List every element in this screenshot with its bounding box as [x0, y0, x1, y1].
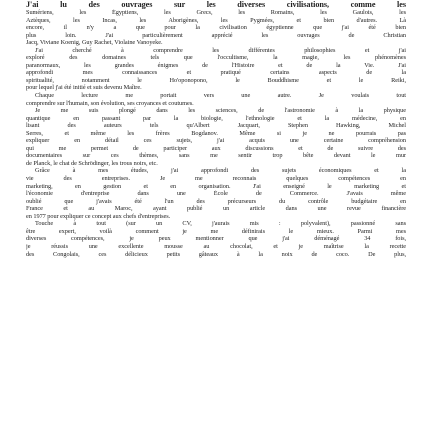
text-line: Chaque lecture me portait vers une autre. Je voulais tout — [35, 92, 406, 100]
text-line: Je me suis plongé dans les sciences, de l'astronomie à la physique — [35, 107, 406, 115]
paragraph-civilisations — [26, 0, 406, 47]
text-line: de Planck, le chat de Schrödinger, les trous noirs, etc. — [26, 159, 158, 167]
text-line: l'économie d'entreprise dans une École de Commerce. J'avais même — [26, 190, 406, 198]
text-line: comprendre sur l'humain, son évolution, ses croyances et coutumes. — [26, 99, 194, 107]
text-line: diverses compétences, je peux mentionner que j'ai déménagé 34 fois, — [26, 235, 406, 243]
paragraph-economie — [26, 167, 406, 220]
text-line: encore, il n'y a que pour la civilisation égyptienne que j'ai été bien — [26, 24, 406, 32]
text-line: en 1977 pour expliquer ce concept aux chefs d'entreprises. — [26, 212, 171, 220]
text-line: France et au Maroc, ayant publié un article dans une revue financière — [26, 205, 406, 213]
paragraph-philosophies — [26, 47, 406, 92]
text-line: être expert, voilà comment je me définirais le mieux. Parmi mes — [26, 227, 406, 235]
text-line: documentaires sur ces thèmes, sans me sentir trop bête devant le mur — [26, 152, 406, 160]
text-line: qui me permet de participer aux discussions et de suivre des — [26, 144, 406, 152]
text-line: lisant des auteurs tels qu'Albert Jacquart, Stephen Hawking, Michel — [26, 122, 406, 130]
text-line: spiritualité, notamment le Ho'oponopono, le Bouddhisme et le Reiki, — [26, 76, 406, 84]
text-line: Serres, et même les frères Bogdanov. Même si je ne pourrais pas — [26, 129, 406, 137]
text-line: vie des entreprises. Je me reconnais quelques compétences en — [26, 175, 406, 183]
text-line: pour lequel j'ai été initié et suis devenu Maître. — [26, 84, 142, 92]
text-line: marketing, en gestion et en organisation. J'ai enseigné le marketing et — [26, 182, 406, 190]
text-line: oublié que j'avais été l'un des précurseurs du contrôle budgétaire en — [26, 197, 406, 205]
paragraph-sciences — [26, 107, 406, 167]
text-line: Grâce à mes études, j'ai approfondi des sujets économiques et la — [35, 167, 406, 175]
paragraph-polyvalent — [26, 220, 406, 258]
text-line: J'ai lu des ouvrages sur les diverses civilisations, comme les — [26, 0, 406, 9]
text-line: plus loin. J'ai particulièrement apprécié les ouvrages de Christian — [26, 31, 406, 39]
document-page — [26, 0, 406, 432]
text-line: Touche à tout (sur un CV, j'aurais mis : polyvalent), passionné sans — [35, 220, 406, 228]
text-line: Sumériens, les Égyptiens, les Grecs, les Romains, les Gaulois, les — [26, 9, 406, 16]
text-line: J'ai cherché à comprendre les différentes philosophies et j'ai — [35, 46, 406, 54]
text-line: exploré des domaines tels que l'occultisme, la magie, les phénomènes — [26, 54, 406, 62]
text-line: paranormaux, les grandes énigmes de l'Histoire et de la Vie. J'ai — [26, 61, 406, 69]
text-line: approfondi mes connaissances et pratiqué certains aspects de la — [26, 69, 406, 77]
text-line: des Congolais, ces délicieux petits gâteaux à la noix de coco. De plus, — [26, 250, 406, 258]
text-line: je réussis une excellente mousse au chocolat, et je maîtrise la recette — [26, 242, 406, 250]
text-line: expliquer en détail ces sujets, j'ai acquis une certaine compréhension — [26, 137, 406, 145]
text-line: quantique en passant par la biologie, l'ethnologie et la médecine, en — [26, 114, 406, 122]
text-line: Aztèques, les Incas, les Aborigènes, les Pygmées, et bien d'autres. Là — [26, 16, 406, 24]
paragraph-lecture — [26, 92, 406, 107]
text-line: Jacq, Viviane Koenig, Guy Rachet, Violaine Vanoyeke. — [26, 39, 163, 47]
